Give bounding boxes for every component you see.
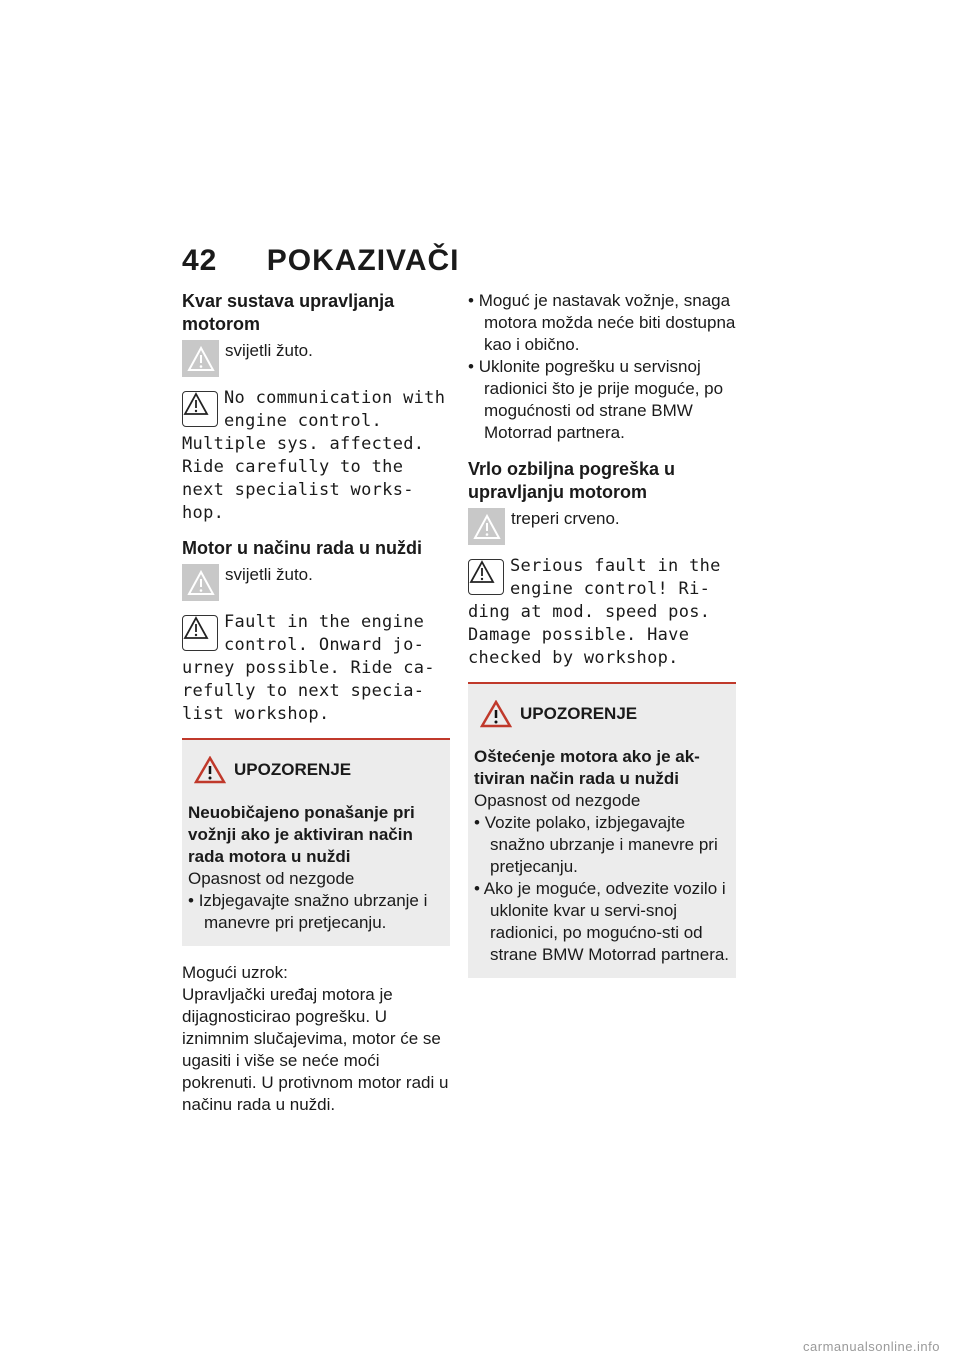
warning-text: Opasnost od nezgode (474, 791, 641, 810)
indicator-row (182, 564, 450, 601)
section-title: Kvar sustava upravljanja motorom (182, 291, 395, 334)
indicator-row (182, 340, 450, 377)
warning-box (182, 738, 450, 946)
display-message-text: Fault in the engine control. Onward jo-urney possible. Ride ca-refully to next specia-list workshop. (182, 612, 435, 724)
warning-lamp-icon (468, 508, 505, 545)
warning-bullets (474, 812, 730, 966)
page-header (182, 244, 460, 278)
warning-triangle-icon (194, 756, 226, 784)
section-title: Vrlo ozbiljna pogreška u upravljanju motorom (468, 459, 676, 502)
warning-subtitle: Oštećenje motora ako je ak-tiviran način rada u nuždi (474, 747, 700, 788)
watermark: carmanualsonline.info (803, 1339, 940, 1354)
indicator-text: svijetli žuto. (225, 565, 313, 584)
page-title: POKAZIVAČI (266, 244, 460, 277)
display-message (182, 611, 450, 726)
consequence-bullets (468, 290, 736, 444)
list-item: • Moguć je nastavak vožnje, snaga motora možda neće biti dostupna kao i obično. (468, 290, 736, 356)
warning-triangle-icon (480, 700, 512, 728)
list-item: • Uklonite pogrešku u servisnoj radionici što je prije moguće, po mogućnosti od strane BMW Motorrad partnera. (468, 356, 736, 444)
warning-title (194, 756, 444, 784)
indicator-row (468, 508, 736, 545)
display-message (182, 387, 450, 525)
warning-title (480, 700, 730, 728)
display-message-text: Serious fault in the engine control! Ri-ding at mod. speed pos. Damage possible. Have checked by workshop. (468, 556, 721, 668)
list-item: • Vozite polako, izbjegavajte snažno ubrzanje i manevre pri pretjecanju. (474, 812, 730, 878)
display-message (468, 555, 736, 670)
warning-subtitle: Neuobičajeno ponašanje pri vožnji ako je aktiviran način rada motora u nuždi (188, 803, 415, 866)
warning-display-icon (182, 391, 218, 427)
warning-lamp-icon (182, 564, 219, 601)
list-item: • Ako je moguće, odvezite vozilo i uklonite kvar u servi-snoj radionici, po mogućno-sti od strane BMW Motorrad partnera. (474, 878, 730, 966)
indicator-text: svijetli žuto. (225, 341, 313, 360)
cause-text: Upravljački uređaj motora je dijagnosticirao pogrešku. U iznimnim slučajevima, motor će se ugasiti i više se neće moći pokrenuti. U protivnom motor radi u načinu rada u nuždi. (182, 985, 449, 1114)
right-column (468, 290, 736, 994)
warning-bullets (188, 890, 444, 934)
warning-text: Opasnost od nezgode (188, 869, 355, 888)
cause-label: Mogući uzrok: (182, 963, 288, 982)
warning-display-icon (468, 559, 504, 595)
warning-title-text: UPOZORENJE (520, 704, 638, 723)
warning-title-text: UPOZORENJE (234, 760, 352, 779)
indicator-text: treperi crveno. (511, 509, 620, 528)
warning-display-icon (182, 615, 218, 651)
warning-box (468, 682, 736, 978)
left-column (182, 290, 450, 1116)
warning-lamp-icon (182, 340, 219, 377)
display-message-text: No communication with engine control. Multiple sys. affected. Ride carefully to the next specialist works-hop. (182, 388, 446, 523)
page-number: 42 (182, 244, 218, 277)
list-item: • Izbjegavajte snažno ubrzanje i manevre pri pretjecanju. (188, 890, 444, 934)
section-title: Motor u načinu rada u nuždi (182, 538, 422, 558)
